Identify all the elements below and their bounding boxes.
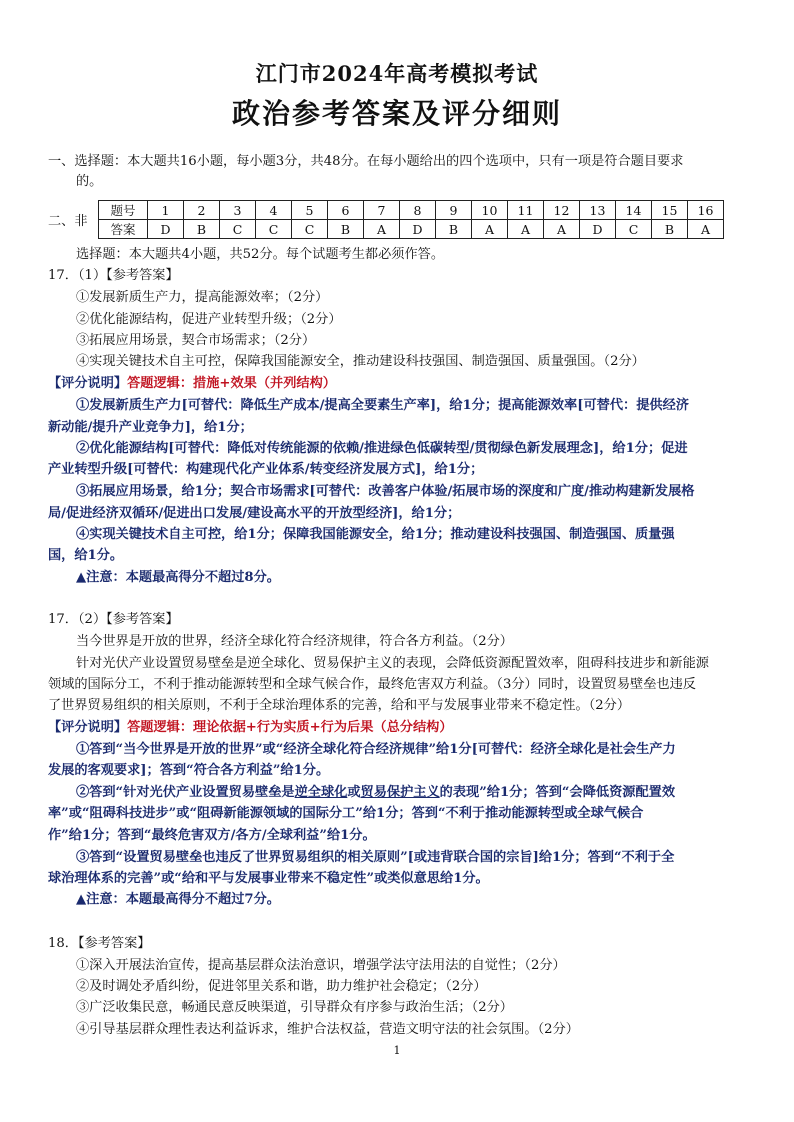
section2-prefix: 二、非: [48, 214, 88, 229]
answer-cell: C: [292, 220, 328, 239]
q17-1-rubric-header: [48, 374, 336, 393]
q17-2-line: 了世界贸易组织的相关原则，不利于全球治理体系的完善，给和平与发展事业带来不稳定性。（2分）: [48, 698, 631, 713]
answer-cell: A: [472, 220, 508, 239]
rubric-logic: 答题逻辑：措施+效果（并列结构）: [127, 376, 336, 391]
q17-2-line: 领域的国际分工，不利于推动能源转型和全球气候合作，最终危害双方利益。（3分）同时，设置贸易壁垒也违反: [48, 677, 696, 692]
q17-2-rubric-line: 作”给1分；答到“最终危害双方/各方/全球利益”给1分。: [48, 828, 376, 843]
question-number: 6: [328, 201, 364, 220]
question-number: 5: [292, 201, 328, 220]
section1-line1: 一、选择题：本大题共16小题，每小题3分，共48分。在每小题给出的四个选项中，只有一项是符合题目要求: [48, 154, 684, 169]
rubric-text: 或: [347, 785, 361, 800]
question-number: 11: [508, 201, 544, 220]
row-label-number: 题号: [99, 201, 148, 220]
q17-1-item: ①发展新质生产力，提高能源效率；（2分）: [76, 290, 329, 305]
answer-cell: C: [616, 220, 652, 239]
exam-subtitle: 政治参考答案及评分细则: [231, 97, 562, 130]
question-number: 16: [688, 201, 724, 220]
question-number: 15: [652, 201, 688, 220]
answer-cell: C: [220, 220, 256, 239]
question-number: 13: [580, 201, 616, 220]
q18-item: ②及时调处矛盾纠纷，促进邻里关系和谐，助力维护社会稳定；（2分）: [76, 979, 487, 994]
question-number: 8: [400, 201, 436, 220]
q17-1-rubric-line: 局/促进经济双循环/促进出口发展/建设高水平的开放型经济]，给1分；: [48, 506, 461, 521]
answer-cell: A: [544, 220, 580, 239]
q17-2-rubric-line: 球治理体系的完善”或“给和平与发展事业带来不稳定性”或类似意思给1分。: [48, 871, 489, 886]
rubric-logic: 答题逻辑：理论依据+行为实质+行为后果（总分结构）: [127, 720, 453, 735]
q17-1-note: ▲注意：本题最高得分不超过8分。: [76, 570, 280, 585]
answer-cell: D: [148, 220, 184, 239]
q17-1-rubric-line: 国，给1分。: [48, 548, 124, 563]
question-number: 12: [544, 201, 580, 220]
answer-cell: C: [256, 220, 292, 239]
q17-1-item: ④实现关键技术自主可控，保障我国能源安全，推动建设科技强国、制造强国、质量强国。（2分）: [76, 354, 645, 369]
question-number: 1: [148, 201, 184, 220]
answer-cell: D: [580, 220, 616, 239]
table-row-answers: [99, 220, 724, 239]
answer-cell: A: [688, 220, 724, 239]
q18-item: ③广泛收集民意，畅通民意反映渠道，引导群众有序参与政治生活；（2分）: [76, 1000, 513, 1015]
answer-cell: B: [328, 220, 364, 239]
question-number: 9: [436, 201, 472, 220]
rubric-label: 【评分说明】: [48, 376, 128, 391]
q17-1-item: ③拓展应用场景，契合市场需求；（2分）: [76, 333, 316, 348]
answer-cell: D: [400, 220, 436, 239]
underlined-term: 逆全球化: [294, 785, 348, 800]
table-row-numbers: [99, 201, 724, 220]
section2-line: 选择题：本大题共4小题，共52分。每个试题考生都必须作答。: [76, 247, 445, 262]
q17-2-rubric-header: [48, 718, 453, 737]
answer-cell: B: [436, 220, 472, 239]
question-number: 4: [256, 201, 292, 220]
rubric-text: 的表现”给1分；答到“会降低资源配置效: [439, 785, 676, 800]
exam-title: 江门市2024年高考模拟考试: [255, 61, 539, 86]
section1-line2: 的。: [76, 174, 103, 189]
question-number: 14: [616, 201, 652, 220]
q17-2-note: ▲注意：本题最高得分不超过7分。: [76, 892, 280, 907]
underlined-term: 贸易保护主义: [360, 785, 440, 800]
q17-2-rubric-line: ①答到“当今世界是开放的世界”或“经济全球化符合经济规律”给1分[可替代：经济全球化是社会生产力: [76, 742, 676, 757]
q17-2-heading: 17．（2）【参考答案】: [48, 612, 179, 627]
q17-2-line: 针对光伏产业设置贸易壁垒是逆全球化、贸易保护主义的表现，会降低资源配置效率，阻碍科技进步和新能源: [76, 656, 709, 671]
q17-1-rubric-line: ②优化能源结构[可替代：降低对传统能源的依赖/推进绿色低碳转型/贯彻绿色新发展理念]，给1分；促进: [76, 441, 688, 456]
rubric-text: ②答到“针对光伏产业设置贸易壁垒是: [76, 785, 295, 800]
q17-1-rubric-line: 产业转型升级[可替代：构建现代化产业体系/转变经济发展方式]，给1分；: [48, 462, 484, 477]
q17-1-rubric-line: ④实现关键技术自主可控，给1分；保障我国能源安全，给1分；推动建设科技强国、制造强国、质量强: [76, 527, 675, 542]
question-number: 3: [220, 201, 256, 220]
question-number: 2: [184, 201, 220, 220]
q17-2-rubric-line: 发展的客观要求]；答到“符合各方利益”给1分。: [48, 763, 330, 778]
answer-cell: A: [508, 220, 544, 239]
answer-table: [98, 200, 724, 239]
q17-2-rubric-line: [76, 783, 675, 802]
q18-item: ①深入开展法治宣传，提高基层群众法治意识，增强学法守法用法的自觉性；（2分）: [76, 958, 566, 973]
answer-cell: A: [364, 220, 400, 239]
question-number: 10: [472, 201, 508, 220]
q17-1-rubric-line: ①发展新质生产力[可替代：降低生产成本/提高全要素生产率]，给1分；提高能源效率[可替代：提供经济: [76, 398, 689, 413]
q18-item: ④引导基层群众理性表达利益诉求，维护合法权益，营造文明守法的社会氛围。（2分）: [76, 1022, 579, 1037]
q17-1-rubric-line: ③拓展应用场景，给1分；契合市场需求[可替代：改善客户体验/拓展市场的深度和广度/推动构建新发展格: [76, 484, 695, 499]
q17-2-rubric-line: ③答到“设置贸易壁垒也违反了世界贸易组织的相关原则”[或违背联合国的宗旨]给1分；答到“不利于全: [76, 850, 675, 865]
q17-2-rubric-line: 率”或“阻碍科技进步”或“阻碍新能源领域的国际分工”给1分；答到“不利于推动能源转型或全球气候合: [48, 806, 644, 821]
answer-cell: B: [652, 220, 688, 239]
row-label-answer: 答案: [99, 220, 148, 239]
question-number: 7: [364, 201, 400, 220]
rubric-label: 【评分说明】: [48, 720, 128, 735]
page-number: 1: [393, 1044, 401, 1057]
q17-2-line: 当今世界是开放的世界，经济全球化符合经济规律，符合各方利益。（2分）: [76, 634, 513, 649]
q17-1-rubric-line: 新动能/提升产业竞争力]，给1分；: [48, 420, 253, 435]
answer-cell: B: [184, 220, 220, 239]
q17-1-heading: 17．（1）【参考答案】: [48, 268, 179, 283]
q18-heading: 18．【参考答案】: [48, 936, 151, 951]
q17-1-item: ②优化能源结构，促进产业转型升级；（2分）: [76, 312, 342, 327]
